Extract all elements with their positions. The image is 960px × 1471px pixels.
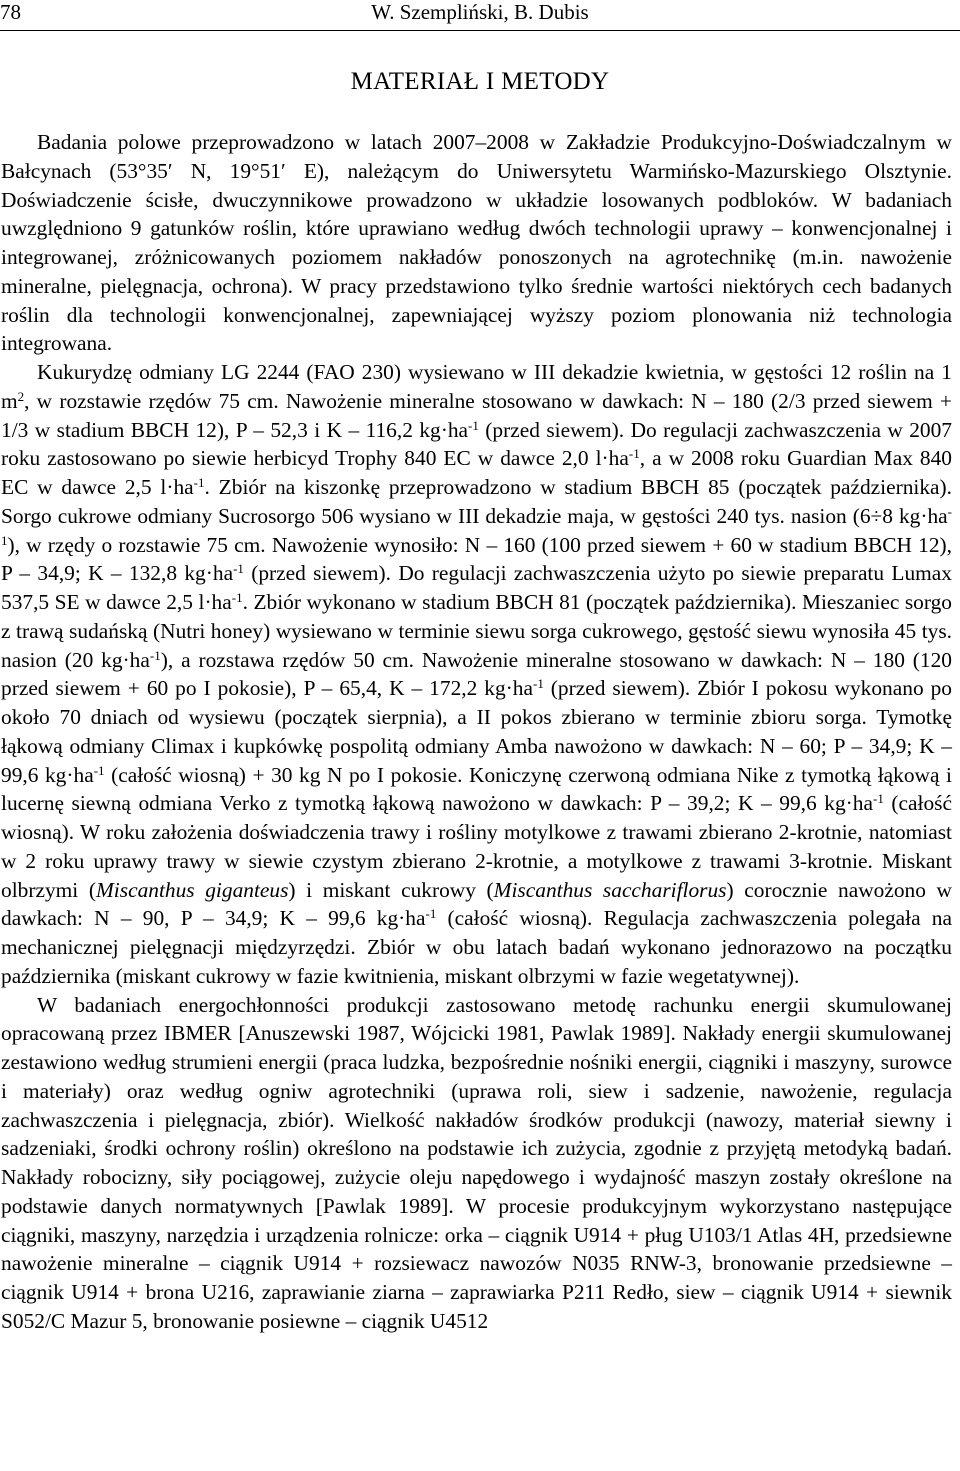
- paragraph-text: (przed siewem). Zbiór I pokosu wykonano po około 70 dniach od wysiewu (początek sierpnia), a II pokos zbierano w terminie zbioru sorga. Tymotkę łąkową odmiany Climax i kupkówkę pospolitą odmiany Amba nawożono w dawkach: N – 60; P – 34,9; K – 99,6 kg·ha: [1, 676, 952, 787]
- paragraph-text: ), a rozstawa rzędów 50 cm. Nawożenie mineralne stosowano w dawkach: N – 180 (120 przed siewem + 60 po I pokosie), P – 65,4, K – 172,2 kg·ha: [1, 647, 952, 701]
- body-text: [1, 128, 952, 1336]
- paragraph-text: . Zbiór na kiszonkę przeprowadzono w stadium BBCH 85 (początek października). Sorgo cukrowe odmiany Sucrosorgo 506 wysiano w III dekadzie maja, w gęstości 240 tys. nasion (6÷8 kg·ha: [1, 475, 952, 528]
- paragraph-study-design: [1, 128, 952, 358]
- superscript: -1: [231, 590, 243, 605]
- paragraph-cultivation-details: [1, 358, 952, 991]
- paragraph-text: (całość wiosną) + 30 kg N po I pokosie. Koniczynę czerwoną odmiana Nike z tymotką łąkową i lucernę siewną odmiana Verko z tymotką łąkową nawożono w dawkach: P – 39,2; K – 99,6 kg·ha: [1, 762, 952, 816]
- section-title: MATERIAŁ I METODY: [350, 68, 610, 95]
- paragraph-text: , w rozstawie rzędów 75 cm. Nawożenie mineralne stosowano w dawkach: N – 180 (2/3 przed siewem + 1/3 w stadium BBCH 12), P – 52,3 i K – 116,2 kg·ha: [1, 388, 952, 442]
- species-name-italic: Miscanthus giganteus: [95, 877, 289, 902]
- paragraph-text: , a w 2008 roku Guardian Max 840 EC w dawce 2,5 l·ha: [1, 446, 952, 499]
- paragraph-text: . Zbiór wykonano w stadium BBCH 81 (początek października). Mieszaniec sorgo z trawą sudańską (Nutri honey) wysiewano w terminie siewu sorga cukrowego, gęstość siewu wynosiła 45 tys. nasion (20 kg·ha: [1, 590, 953, 672]
- page-number: 78: [0, 0, 21, 24]
- species-name-italic: Miscanthus sacchariflorus: [493, 877, 727, 902]
- paragraph-text: ) i miskant cukrowy (: [288, 877, 494, 902]
- paragraph-text: Badania polowe przeprowadzono w latach 2007–2008 w Zakładzie Produkcyjno-Doświadczalnym w Bałcynach (53°35′ N, 19°51′ E), należącym do Uniwersytetu Warmińsko-Mazurskiego Olsztynie. Doświadczenie ścisłe, dwuczynnikowe prowadzono w układzie losowanych podbloków. W badaniach uwzględniono 9 gatunków roślin, które uprawiano według dwóch technologii uprawy – konwencjonalnej i integrowanej, zróżnicowanych poziomem nakładów ponoszonych na agrotechnikę (m.in. nawożenie mineralne, pielęgnacja, ochrona). W pracy przedstawiono tylko średnie wartości niektórych cech badanych roślin dla technologii konwencjonalnej, zapewniającej wyższy poziom plonowania niż technologia integrowana.: [1, 130, 952, 356]
- superscript: -1: [628, 446, 640, 462]
- paragraph-text: (przed siewem). Do regulacji zachwaszczenia użyto po siewie preparatu Lumax 537,5 SE w dawce 2,5 l·ha: [1, 561, 952, 614]
- superscript: -1: [1, 503, 952, 548]
- paragraph-text: (całość wiosną). Regulacja zachwaszczenia polegała na mechanicznej pielęgnacji międzyrzędzi. Zbiór w obu latach badań wykonano jednorazowo na początku października (miskant cukrowy w fazie kwitnienia, miskant olbrzymi w fazie wegetatywnej).: [1, 906, 952, 988]
- paragraph-text: W badaniach energochłonności produkcji zastosowano metodę rachunku energii skumulowanej opracowaną przez IBMER [Anuszewski 1987, Wójcicki 1981, Pawlak 1989]. Nakłady energii skumulowanej zestawiono według strumieni energii (praca ludzka, bezpośrednie nośniki energii, ciągniki i maszyny, surowce i materiały) oraz według ogniw agrotechniki (uprawa roli, siew i sadzenie, nawożenie, regulacja zachwaszczenia i pielęgnacja, zbiór). Wielkość nakładów środków produkcji (nawozy, materiał siewny i sadzeniaki, środki ochrony roślin) określono na podstawie ich zużycia, zgodnie z przyjętą metodyką badań. Nakłady robocizny, siły pociągowej, zużycie oleju napędowego i wydajność maszyn zostały określone na podstawie danych normatywnych [Pawlak 1989]. W procesie produkcyjnym wykorzystano następujące ciągniki, maszyny, narzędzia i urządzenia rolnicze: orka – ciągnik U914 + pług U103/1 Atlas 4H, przedsiewne nawożenie mineralne – ciągnik U914 + rozsiewacz nawozów N035 RNW-3, bronowanie przedsiewne – ciągnik U914 + brona U216, zaprawianie ziarna – zaprawiarka P211 Redło, siew – ciągnik U914 + siewnik S052/C Mazur 5, bronowanie posiewne – ciągnik U4512: [1, 992, 952, 1333]
- superscript: -1: [873, 791, 884, 807]
- paragraph-text: ) corocznie nawożono w dawkach: N – 90, P – 34,9; K – 99,6 kg·ha: [1, 877, 952, 931]
- superscript: -1: [532, 676, 544, 692]
- paragraph-text: ), w rzędy o rozstawie 75 cm. Nawożenie wynosiło: N – 160 (100 przed siewem + 60 w stadium BBCH 12), P – 34,9; K – 132,8 kg·ha: [1, 532, 952, 586]
- paragraph-text: (przed siewem). Do regulacji zachwaszczenia w 2007 roku zastosowano po siewie herbicyd Trophy 840 EC w dawce 2,0 l·ha: [1, 417, 953, 471]
- running-header: [0, 0, 960, 31]
- paragraph-energy-method: [1, 991, 952, 1336]
- running-head-authors: W. Szempliński, B. Dubis: [371, 0, 589, 24]
- superscript: 2: [17, 388, 25, 404]
- superscript: -1: [93, 762, 105, 778]
- superscript: -1: [233, 561, 244, 577]
- superscript: -1: [425, 906, 437, 922]
- paragraph-text: Kukurydzę odmiany LG 2244 (FAO 230) wysiewano w III dekadzie kwietnia, w gęstości 12 roślin na 1 m: [1, 360, 952, 413]
- superscript: -1: [149, 647, 161, 663]
- paragraph-text: (całość wiosną). W roku założenia doświadczenia trawy i rośliny motylkowe z trawami zbierano 2-krotnie, natomiast w 2 roku uprawy trawy w siewie czystym zbierano 2-krotnie, a motylkowe z trawami 3-krotnie. Miskant olbrzymi (: [1, 791, 952, 902]
- superscript: -1: [193, 475, 205, 490]
- superscript: -1: [468, 417, 479, 433]
